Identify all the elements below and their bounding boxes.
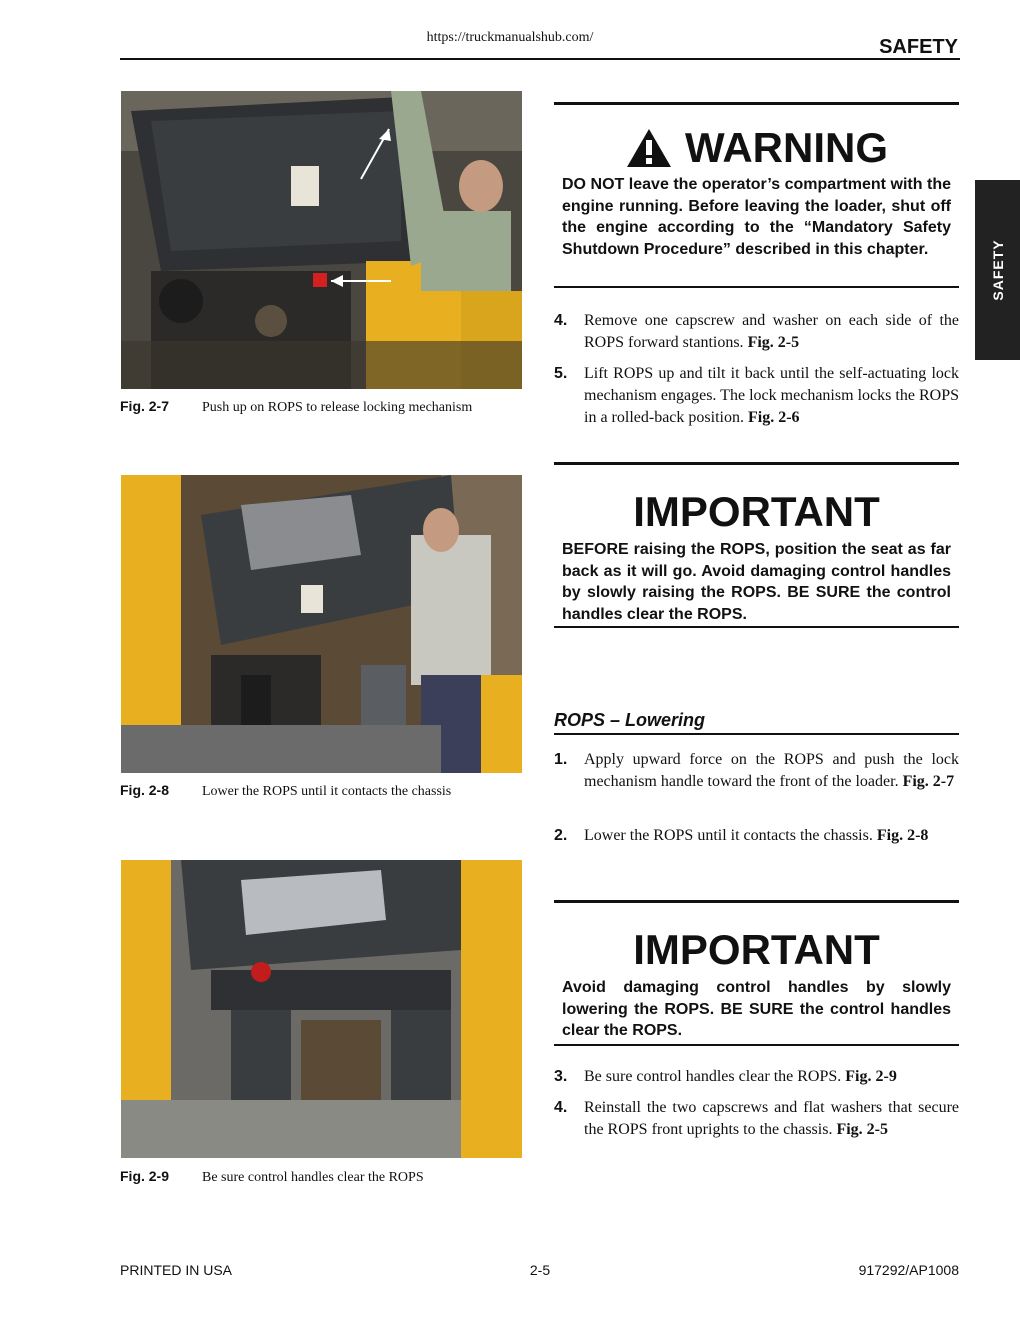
figure-2-7-photo xyxy=(121,91,522,389)
step-item xyxy=(554,363,959,429)
figure-caption-text: Lower the ROPS until it contacts the chassis xyxy=(202,784,452,799)
warning-title: WARNING xyxy=(685,124,888,171)
figure-caption-text: Be sure control handles clear the ROPS xyxy=(202,1170,424,1185)
warning-triangle-icon xyxy=(625,127,673,169)
step-item xyxy=(554,1097,959,1141)
step-number: 5. xyxy=(554,365,568,382)
side-tab-label: SAFETY xyxy=(989,239,1006,301)
step-text: Lift ROPS up and tilt it back until the self-actuating lock mechanism engages. The lock mechanism locks the ROPS in a rolled-back position. xyxy=(584,365,959,426)
header-section-title: SAFETY xyxy=(879,36,958,58)
step-text: Be sure control handles clear the ROPS. xyxy=(584,1068,846,1085)
figure-2-8-caption xyxy=(120,782,530,800)
important-box-2 xyxy=(554,900,959,1046)
important-title: IMPORTANT xyxy=(633,926,880,973)
side-tab xyxy=(975,180,1020,360)
step-figure-ref: Fig. 2-9 xyxy=(845,1068,897,1085)
step-number: 1. xyxy=(554,751,568,768)
figure-2-9-photo xyxy=(121,860,522,1158)
warning-title-row xyxy=(554,124,959,171)
step-item xyxy=(554,749,959,793)
step-figure-ref: Fig. 2-5 xyxy=(747,334,800,351)
step-number: 3. xyxy=(554,1068,568,1085)
important-title: IMPORTANT xyxy=(633,488,880,535)
step-figure-ref: Fig. 2-8 xyxy=(876,827,929,844)
figure-2-8-photo xyxy=(121,475,522,773)
important-body: BEFORE raising the ROPS, position the seat as far back as it will go. Avoid damaging control handles by slowly raising the ROPS. BE SURE the control handles clear the ROPS. xyxy=(562,541,951,623)
figure-caption-text: Push up on ROPS to release locking mechanism xyxy=(202,400,473,415)
step-item xyxy=(554,310,959,354)
step-number: 4. xyxy=(554,312,568,329)
step-figure-ref: Fig. 2-7 xyxy=(902,773,955,790)
footer-right: 917292/AP1008 xyxy=(858,1262,959,1278)
step-number: 2. xyxy=(554,827,568,844)
figure-2-7-caption xyxy=(120,398,530,416)
step-item xyxy=(554,825,959,847)
section-heading-rops-lowering: ROPS – Lowering xyxy=(554,710,959,735)
footer-left: PRINTED IN USA xyxy=(120,1262,233,1278)
important-body: Avoid damaging control handles by slowly lowering the ROPS. BE SURE the control handles clear the ROPS. xyxy=(562,979,951,1039)
important-box-1 xyxy=(554,462,959,628)
step-number: 4. xyxy=(554,1099,568,1116)
step-text: Apply upward force on the ROPS and push the lock mechanism handle toward the front of the loader. xyxy=(584,751,959,790)
figure-label: Fig. 2-8 xyxy=(120,782,170,798)
warning-box xyxy=(554,102,959,288)
step-item xyxy=(554,1066,959,1088)
footer-page-number: 2-5 xyxy=(529,1262,551,1278)
figure-2-9-caption xyxy=(120,1168,530,1186)
step-figure-ref: Fig. 2-6 xyxy=(747,409,800,426)
warning-body: DO NOT leave the operator’s compartment with the engine running. Before leaving the loader, shut off the engine according to the “Mandatory Safety Shutdown Procedure” described in this chapter. xyxy=(562,176,951,258)
step-text: Reinstall the two capscrews and flat washers that secure the ROPS front uprights to the chassis. xyxy=(584,1099,959,1138)
step-figure-ref: Fig. 2-5 xyxy=(836,1121,888,1138)
header-url: https://truckmanualshub.com/ xyxy=(426,30,594,45)
figure-label: Fig. 2-9 xyxy=(120,1168,170,1184)
header-rule xyxy=(120,58,960,60)
step-text: Lower the ROPS until it contacts the chassis. xyxy=(584,827,877,844)
step-text: Remove one capscrew and washer on each side of the ROPS forward stantions. xyxy=(584,312,959,351)
figure-label: Fig. 2-7 xyxy=(120,398,170,414)
